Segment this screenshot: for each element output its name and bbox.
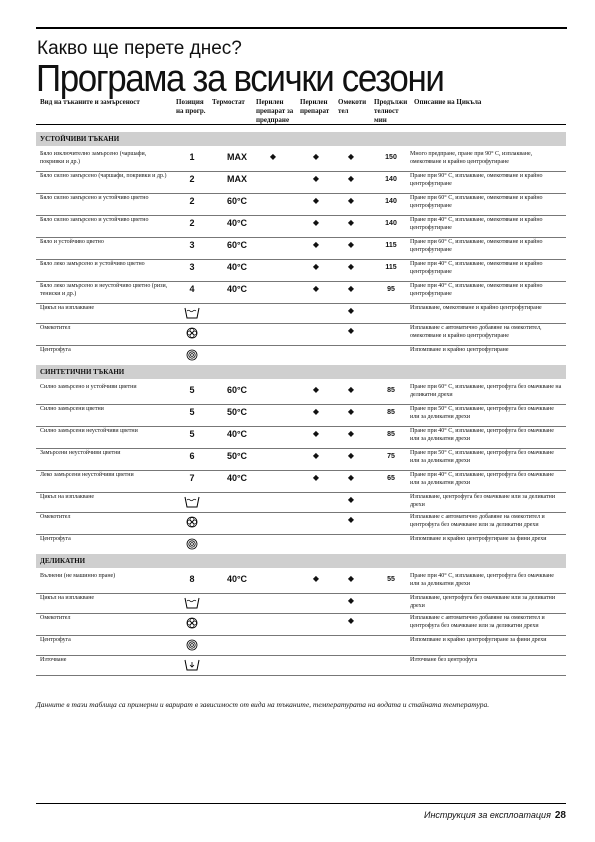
fabric-cell: Вълнени (не машинно пране) <box>40 573 116 579</box>
rinse-icon <box>184 495 200 507</box>
table-row <box>36 404 566 426</box>
program-cell: 2 <box>189 174 195 184</box>
duration-cell: 140 <box>385 220 397 227</box>
footer <box>424 810 566 821</box>
softener-cell: ◆ <box>347 596 355 605</box>
description-cell: Изплакване, омекотяване и крайно центрофугиране <box>410 305 542 311</box>
thermostat-cell: 60°C <box>226 385 248 395</box>
fabric-cell: Цикъл на изплакване <box>40 305 95 311</box>
main-detergent-cell: ◆ <box>312 429 320 438</box>
fabric-cell: Центрофуга <box>40 637 71 643</box>
top-rule <box>36 27 567 29</box>
softener-cell: ◆ <box>347 495 355 504</box>
table-row <box>36 281 566 303</box>
program-cell: 2 <box>189 196 195 206</box>
softener-cell: ◆ <box>347 574 355 583</box>
flower-icon <box>184 515 200 527</box>
duration-cell: 115 <box>385 242 397 249</box>
thermostat-cell: 40°C <box>226 574 248 584</box>
table-row <box>36 470 566 492</box>
section-header: СИНТЕТИЧНИ ТЪКАНИ <box>36 365 566 379</box>
program-cell: 4 <box>189 284 195 294</box>
table-row <box>36 303 566 323</box>
prewash-cell: ◆ <box>269 152 277 161</box>
program-cell: 7 <box>189 473 195 483</box>
thermostat-cell: 40°C <box>226 473 248 483</box>
fabric-cell: Омекотител <box>40 615 71 621</box>
softener-cell: ◆ <box>347 240 355 249</box>
fabric-cell: Цикъл на изплакване <box>40 494 95 500</box>
fabric-cell: Силно замърсени цветни <box>40 406 104 412</box>
page-number: 28 <box>554 810 566 821</box>
thermostat-cell: 50°C <box>226 451 248 461</box>
duration-cell: 85 <box>387 387 395 394</box>
program-cell: 2 <box>189 218 195 228</box>
description-cell: Изплакване с автоматично добавяне на омекотител, омекотяване и крайно центрофугиране <box>410 325 542 339</box>
description-cell: Пране при 90° С, изплакване, омекотяване и крайно центрофугиране <box>410 173 543 187</box>
description-cell: Пране при 60° С, изплакване, центрофуга без омачкване на деликатни дрехи <box>410 384 562 398</box>
fabric-cell: Бяло силно замърсено и устойчиво цветно <box>40 195 149 201</box>
program-cell: 3 <box>189 262 195 272</box>
thermostat-cell: MAX <box>227 174 247 184</box>
softener-cell: ◆ <box>347 218 355 227</box>
thermostat-cell: MAX <box>227 152 247 162</box>
description-cell: Пране при 40° С, изплакване, омекотяване и крайно центрофугиране <box>410 217 543 231</box>
description-cell: Изпомпване и крайно центрофугиране за фини дрехи <box>410 637 547 643</box>
flower-icon <box>184 326 200 338</box>
program-cell: 1 <box>189 152 195 162</box>
duration-cell: 65 <box>387 475 395 482</box>
rinse-icon <box>184 596 200 608</box>
header-softener: Омекоти тел <box>338 98 367 115</box>
description-cell: Пране при 40° С, изплакване, омекотяване и крайно центрофугиране <box>410 283 543 297</box>
header-duration: Продължи телност мин <box>374 98 408 124</box>
softener-cell: ◆ <box>347 385 355 394</box>
fabric-cell: Омекотител <box>40 325 71 331</box>
fabric-cell: Центрофуга <box>40 536 71 542</box>
table-row <box>36 492 566 512</box>
fabric-cell: Омекотител <box>40 514 71 520</box>
table-row <box>36 237 566 259</box>
main-detergent-cell: ◆ <box>312 451 320 460</box>
main-detergent-cell: ◆ <box>312 284 320 293</box>
row-rule <box>36 124 566 125</box>
table-row <box>36 593 566 613</box>
description-cell: Изплакване с автоматично добавяне на омекотител и центрофуга без омачкване или за деликатни дрехи <box>410 514 545 528</box>
description-cell: Изпомпване и крайно центрофугиране за фини дрехи <box>410 536 547 542</box>
duration-cell: 140 <box>385 176 397 183</box>
section-header: УСТОЙЧИВИ ТЪКАНИ <box>36 132 566 146</box>
fabric-cell: Центрофуга <box>40 347 71 353</box>
description-cell: Много предпране, пране при 90° С, изплакване, омекотяване и крайно центрофугиране <box>410 151 533 165</box>
description-cell: Пране при 50° С, изплакване, центрофуга без омачкване или за деликатни дрехи <box>410 450 554 464</box>
section-header: ДЕЛИКАТНИ <box>36 554 566 568</box>
table-row <box>36 512 566 534</box>
table-row <box>36 171 566 193</box>
fabric-cell: Силно замърсени неустойчиви цветни <box>40 428 138 434</box>
fabric-cell: Бяло леко замърсено и устойчиво цветно <box>40 261 145 267</box>
duration-cell: 85 <box>387 409 395 416</box>
duration-cell: 140 <box>385 198 397 205</box>
table-row <box>36 149 566 171</box>
table-row <box>36 571 566 593</box>
fabric-cell: Бяло и устойчиво цветно <box>40 239 104 245</box>
softener-cell: ◆ <box>347 616 355 625</box>
thermostat-cell: 40°C <box>226 218 248 228</box>
fabric-cell: Бяло леко замърсено и неустойчиво цветно (ризи, тениски и др.) <box>40 283 168 297</box>
rinse-icon <box>184 306 200 318</box>
duration-cell: 85 <box>387 431 395 438</box>
table-row <box>36 613 566 635</box>
header-program: Позиция на прогр. <box>176 98 206 115</box>
table-row <box>36 655 566 675</box>
main-detergent-cell: ◆ <box>312 385 320 394</box>
drain-icon <box>184 658 200 670</box>
softener-cell: ◆ <box>347 196 355 205</box>
description-cell: Пране при 40° С, изплакване, центрофуга без омачкване или за деликатни дрехи <box>410 428 554 442</box>
main-detergent-cell: ◆ <box>312 174 320 183</box>
table-row <box>36 382 566 404</box>
thermostat-cell: 50°C <box>226 407 248 417</box>
footer-text: Инструкция за експлоатация <box>424 810 551 820</box>
page-subtitle: Какво ще перете днес? <box>37 38 242 59</box>
header-description: Описание на Цикъла <box>414 98 482 106</box>
fabric-cell: Цикъл на изплакване <box>40 595 95 601</box>
description-cell: Пране при 40° С, изплакване, центрофуга без омачкване или за деликатни дрехи <box>410 573 554 587</box>
program-cell: 5 <box>189 429 195 439</box>
fabric-cell: Бяло силно замърсено (чаршафи, покривки и др.) <box>40 173 167 179</box>
softener-cell: ◆ <box>347 473 355 482</box>
main-detergent-cell: ◆ <box>312 196 320 205</box>
main-detergent-cell: ◆ <box>312 407 320 416</box>
program-cell: 3 <box>189 240 195 250</box>
main-detergent-cell: ◆ <box>312 574 320 583</box>
flower-icon <box>184 616 200 628</box>
softener-cell: ◆ <box>347 515 355 524</box>
description-cell: Изплакване с автоматично добавяне на омекотител и центрофуга без омачкване или за деликатни дрехи <box>410 615 545 629</box>
thermostat-cell: 40°C <box>226 429 248 439</box>
duration-cell: 115 <box>385 264 397 271</box>
program-cell: 5 <box>189 407 195 417</box>
spin-icon <box>184 537 200 549</box>
duration-cell: 95 <box>387 286 395 293</box>
table-row <box>36 259 566 281</box>
thermostat-cell: 60°C <box>226 196 248 206</box>
table-row <box>36 534 566 554</box>
softener-cell: ◆ <box>347 451 355 460</box>
program-cell: 6 <box>189 451 195 461</box>
table-row <box>36 193 566 215</box>
header-fabric: Вид на тъканите и замърсеност <box>40 98 140 106</box>
fabric-cell: Силно замърсено и устойчиви цветни <box>40 384 137 390</box>
fabric-cell: Бяло силно замърсено и устойчиво цветно <box>40 217 149 223</box>
header-prewash: Перилен препарат за предпране <box>256 98 294 124</box>
footer-rule <box>36 803 566 804</box>
description-cell: Пране при 40° С, изплакване, омекотяване и крайно центрофугиране <box>410 261 543 275</box>
fabric-cell: Бяло изключително замърсено (чаршафи, покривки и др.) <box>40 151 147 165</box>
description-cell: Пране при 60° С, изплакване, омекотяване и крайно центрофугиране <box>410 195 543 209</box>
softener-cell: ◆ <box>347 152 355 161</box>
description-cell: Пране при 60° С, изплакване, омекотяване и крайно центрофугиране <box>410 239 543 253</box>
table-row <box>36 448 566 470</box>
duration-cell: 55 <box>387 576 395 583</box>
duration-cell: 75 <box>387 453 395 460</box>
thermostat-cell: 60°C <box>226 240 248 250</box>
thermostat-cell: 40°C <box>226 262 248 272</box>
description-cell: Изпомпване и крайно центрофугиране <box>410 347 509 353</box>
softener-cell: ◆ <box>347 326 355 335</box>
softener-cell: ◆ <box>347 284 355 293</box>
table-row <box>36 323 566 345</box>
description-cell: Пране при 50° С, изплакване, центрофуга без омачкване или за деликатни дрехи <box>410 406 554 420</box>
row-rule <box>36 675 566 676</box>
table-row <box>36 215 566 237</box>
spin-icon <box>184 638 200 650</box>
spin-icon <box>184 348 200 360</box>
program-cell: 5 <box>189 385 195 395</box>
softener-cell: ◆ <box>347 306 355 315</box>
description-cell: Източване без центрофуга <box>410 657 478 663</box>
table-note: Данните в тази таблица са примерни и варират в зависимост от вида на тъканите, температурата на водата и стайната температура. <box>36 700 490 709</box>
description-cell: Изплакване, центрофуга без омачкване или за деликатни дрехи <box>410 595 556 609</box>
fabric-cell: Източване <box>40 657 67 663</box>
softener-cell: ◆ <box>347 407 355 416</box>
main-detergent-cell: ◆ <box>312 473 320 482</box>
table-row <box>36 426 566 448</box>
main-detergent-cell: ◆ <box>312 152 320 161</box>
fabric-cell: Леко замърсени неустойчиви цветни <box>40 472 134 478</box>
softener-cell: ◆ <box>347 174 355 183</box>
duration-cell: 150 <box>385 154 397 161</box>
description-cell: Изплакване, центрофуга без омачкване или за деликатни дрехи <box>410 494 556 508</box>
main-detergent-cell: ◆ <box>312 218 320 227</box>
softener-cell: ◆ <box>347 262 355 271</box>
table-row <box>36 635 566 655</box>
header-thermostat: Термостат <box>212 98 245 106</box>
thermostat-cell: 40°C <box>226 284 248 294</box>
fabric-cell: Замърсени неустойчиви цветни <box>40 450 121 456</box>
page-title: Програма за всички сезони <box>36 58 444 100</box>
softener-cell: ◆ <box>347 429 355 438</box>
program-cell: 8 <box>189 574 195 584</box>
description-cell: Пране при 40° С, изплакване, центрофуга без омачкване или за деликатни дрехи <box>410 472 554 486</box>
main-detergent-cell: ◆ <box>312 262 320 271</box>
main-detergent-cell: ◆ <box>312 240 320 249</box>
table-row <box>36 345 566 365</box>
header-main-detergent: Перилен препарат <box>300 98 330 115</box>
